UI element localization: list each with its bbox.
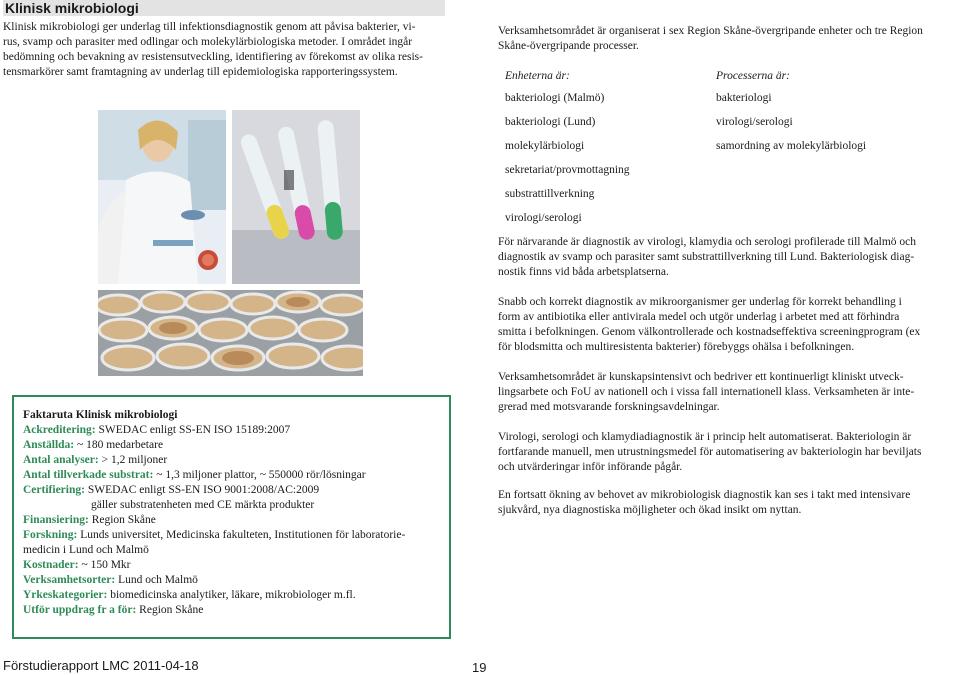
org-paragraph xyxy=(498,24,958,54)
body-line: för blodsmitta och multiresistenta bakterier) förebyggs ohälsa i befolkningen. xyxy=(498,341,855,353)
fact-key: Ackreditering: xyxy=(23,424,96,436)
fact-key: Utför uppdrag fr a för: xyxy=(23,604,137,616)
body-line: lingsarbete och FoU av nationell och i vissa fall internationell klass. Verksamheten är inte- xyxy=(498,386,915,398)
fact-value: Region Skåne xyxy=(88,514,156,526)
fact-value: > 1,2 miljoner xyxy=(98,454,168,466)
fact-row xyxy=(23,483,449,498)
page-title: Klinisk mikrobiologi xyxy=(3,0,445,16)
fact-box-heading: Faktaruta Klinisk mikrobiologi xyxy=(23,409,178,421)
test-tubes-photo xyxy=(232,110,360,284)
intro-line: bedömning och bevakning av resistensutveckling, identifiering av förekomst av olika resis- xyxy=(3,51,423,63)
unit-item: molekylärbiologi xyxy=(505,140,585,152)
body-line: fortfarande manuell, men utrustningsmedel för automatisering av bakteriologin har beviljats xyxy=(498,446,922,458)
fact-row xyxy=(23,543,449,558)
body-line: smitta i befolkningen. Genom välkontrollerade och kostnadseffektiva screeningprogram (ex xyxy=(498,326,921,338)
fact-row xyxy=(23,558,449,573)
fact-key: Finansiering: xyxy=(23,514,89,526)
fact-value: ~ 150 Mkr xyxy=(78,559,131,571)
fact-key: Anställda: xyxy=(23,439,75,451)
body-paragraph xyxy=(498,430,958,475)
intro-line: Klinisk mikrobiologi ger underlag till infektionsdiagnostik genom att påvisa bakterier, vi- xyxy=(3,21,416,33)
intro-line: tensmarkörer samt framtagning av underlag till epidemiologiska rapporteringssystem. xyxy=(3,66,398,78)
unit-item: sekretariat/provmottagning xyxy=(505,164,630,176)
body-line: nostik finns vid båda arbetsplatserna. xyxy=(498,266,669,278)
fact-row xyxy=(23,438,449,453)
units-label: Enheterna är: xyxy=(505,70,570,82)
fact-row xyxy=(23,603,449,618)
unit-item: bakteriologi (Lund) xyxy=(505,116,596,128)
fact-row xyxy=(23,513,449,528)
body-line: Virologi, serologi och klamydiadiagnostik är i princip helt automatiserat. Bakteriologin är xyxy=(498,431,912,443)
fact-row xyxy=(23,588,449,603)
body-paragraph xyxy=(498,370,958,415)
body-line: För närvarande är diagnostik av virologi, klamydia och serologi profilerade till Malmö och xyxy=(498,236,917,248)
fact-value: SWEDAC enligt SS-EN ISO 15189:2007 xyxy=(95,424,291,436)
fact-key: Antal analyser: xyxy=(23,454,99,466)
body-line: Verksamhetsområdet är kunskapsintensivt och bedriver ett kontinuerligt kliniskt utveck- xyxy=(498,371,904,383)
fact-box xyxy=(12,395,451,639)
fact-row xyxy=(23,453,449,468)
intro-paragraph xyxy=(3,20,453,80)
fact-key: Forskning: xyxy=(23,529,78,541)
lab-worker-photo xyxy=(98,110,226,284)
body-line: form av antibiotika eller antivirala medel och utgör underlag i arbetet med att förhindra xyxy=(498,311,900,323)
process-item: bakteriologi xyxy=(716,92,772,104)
body-paragraph xyxy=(498,235,958,280)
fact-value: Lunds universitet, Medicinska fakulteten, Institutionen för laboratorie- xyxy=(77,529,406,541)
processes-label: Processerna är: xyxy=(716,70,790,82)
fact-row xyxy=(23,468,449,483)
process-item: virologi/serologi xyxy=(716,116,793,128)
fact-key: Verksamhetsorter: xyxy=(23,574,116,586)
fact-key: Certifiering: xyxy=(23,484,85,496)
body-paragraph xyxy=(498,295,958,355)
unit-item: bakteriologi (Malmö) xyxy=(505,92,605,104)
body-line: sjukvård, nya diagnostiska möjligheter och ökad insikt om nyttan. xyxy=(498,504,802,516)
page-number: 19 xyxy=(472,660,487,675)
fact-key: Yrkeskategorier: xyxy=(23,589,108,601)
fact-value: gäller substratenheten med CE märkta produkter xyxy=(91,499,315,511)
body-line: Snabb och korrekt diagnostik av mikroorganismer ger underlag för korrekt behandling i xyxy=(498,296,902,308)
fact-value: ~ 1,3 miljoner plattor, ~ 550000 rör/lösningar xyxy=(153,469,366,481)
fact-value: Lund och Malmö xyxy=(115,574,198,586)
units-list xyxy=(505,86,630,230)
fact-row xyxy=(23,573,449,588)
process-item: samordning av molekylärbiologi xyxy=(716,140,867,152)
body-paragraph xyxy=(498,488,958,518)
petri-dishes-photo xyxy=(98,290,363,376)
intro-line: rus, svamp och parasiter med odlingar och molekylärbiologiska metoder. I området ingår xyxy=(3,36,413,48)
processes-list xyxy=(716,86,866,158)
fact-value: Region Skåne xyxy=(136,604,204,616)
fact-row xyxy=(23,423,449,438)
fact-row xyxy=(23,528,449,543)
org-line: Skåne-övergripande processer. xyxy=(498,40,639,52)
unit-item: substrattillverkning xyxy=(505,188,595,200)
body-line: En fortsatt ökning av behovet av mikrobiologisk diagnostik kan ses i takt med intensivare xyxy=(498,489,911,501)
fact-value: medicin i Lund och Malmö xyxy=(23,544,149,556)
fact-value: biomedicinska analytiker, läkare, mikrobiologer m.fl. xyxy=(107,589,356,601)
fact-key: Kostnader: xyxy=(23,559,79,571)
body-line: diagnostik av svamp och parasiter samt substrattillverkning till Lund. Bakteriologisk diag- xyxy=(498,251,915,263)
body-line: grerad med motsvarande forskningsavdelningar. xyxy=(498,401,720,413)
unit-item: virologi/serologi xyxy=(505,212,582,224)
org-line: Verksamhetsområdet är organiserat i sex Region Skåne-övergripande enheter och tre Region xyxy=(498,25,923,37)
footer-title: Förstudierapport LMC 2011-04-18 xyxy=(3,658,199,673)
fact-row xyxy=(23,498,449,513)
fact-value: SWEDAC enligt SS-EN ISO 9001:2008/AC:2009 xyxy=(84,484,320,496)
fact-value: ~ 180 medarbetare xyxy=(74,439,164,451)
fact-key: Antal tillverkade substrat: xyxy=(23,469,154,481)
body-line: och utvärderingar inför införande pågår. xyxy=(498,461,683,473)
